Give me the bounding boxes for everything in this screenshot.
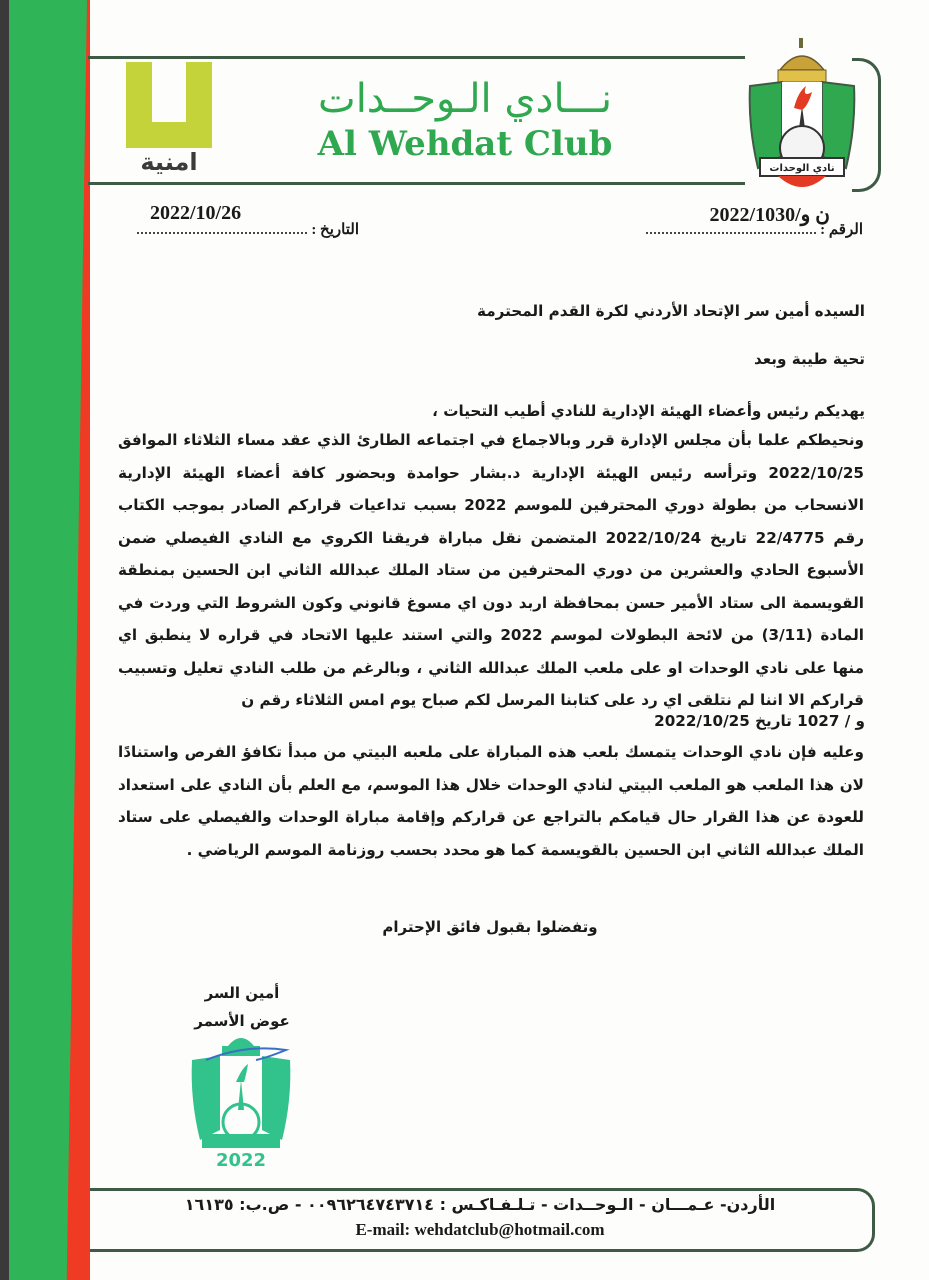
umniah-u-logo-icon bbox=[126, 62, 212, 148]
side-stripe-black bbox=[0, 0, 9, 1280]
greeting: تحية طيبة وبعد bbox=[753, 350, 865, 368]
date-value: 2022/10/26 bbox=[150, 202, 242, 224]
stamp-year: 2022 bbox=[215, 1150, 267, 1171]
reference-label: الرقم : bbox=[820, 222, 863, 238]
reference-dotted-line bbox=[646, 230, 816, 234]
club-name-arabic: نـــادي الـوحــدات bbox=[318, 76, 612, 122]
header-top-rule bbox=[88, 56, 745, 59]
paragraph-demand: وعليه فإن نادي الوحدات يتمسك بلعب هذه المباراة على ملعبه البيتي من مبدأ تكافؤ الفرص واستنادًا لان هذا الملعب هو الملعب البيتي لنادي الوحدات خلال هذا الموسم، مع العلم بأن النادي على استعداد للعودة عن هذا القرار حال قيامكم بالتراجع عن قراركم وإقامة مباراة الوحدات والفيصلي على ستاد الملك عبدالله الثاني ابن الحسين بالقويسمة كما هو محدد بحسب روزنامة الموسم الرياضي . bbox=[118, 743, 864, 859]
signatory-title: أمين السر bbox=[204, 984, 280, 1002]
closing-salutation: وتفضلوا بقبول فائق الإحترام bbox=[382, 918, 598, 936]
sponsor-logo-text: امنية bbox=[140, 148, 198, 176]
svg-text:نادي الوحدات: نادي الوحدات bbox=[769, 163, 835, 174]
signatory-name: عوض الأسمر bbox=[194, 1012, 290, 1030]
club-name-english: Al Wehdat Club bbox=[317, 124, 613, 164]
date-dotted-line bbox=[137, 230, 307, 234]
addressee: السيده أمين سر الإتحاد الأردني لكرة القدم المحترمة bbox=[477, 302, 865, 320]
header-bottom-rule bbox=[88, 182, 745, 185]
footer-email: E-mail: wehdatclub@hotmail.com bbox=[355, 1220, 605, 1239]
intro-line: يهديكم رئيس وأعضاء الهيئة الإدارية للنادي أطيب التحيات ، bbox=[432, 402, 865, 420]
paragraph-withdrawal: ونحيطكم علما بأن مجلس الإدارة قرر وبالاجماع في اجتماعه الطارئ الذي عقد مساء الثلاثاء الموافق 2022/10/25 وترأسه رئيس الهيئة الإدارية د.بشار حوامدة وبحضور كافة أعضاء الهيئة الإدارية الانسحاب من بطولة دوري المحترفين للموسم 2022 بسبب تداعيات قراركم الصادر بموجب الكتاب رقم 22/4775 تاريخ 2022/10/24 المتضمن نقل مباراة فريقنا الكروي مع النادي الفيصلي ضمن الأسبوع الحادي والعشرين من دوري المحترفين من ستاد الملك عبدالله الثاني ابن الحسين بمنطقة القويسمة الى ستاد الأمير حسن بمحافظة اربد دون اي مسوغ قانوني وكون الشروط التي وردت في المادة (3/11) من لائحة البطولات لموسم 2022 والتي استند عليها الاتحاد في قراره لا ينطبق اي منها على نادي الوحدات او على ملعب الملك عبدالله الثاني ، وبالرغم من طلب النادي تعليل وتسبيب قراركم الا اننا لم نتلقى اي رد على كتابنا المرسل لكم صباح يوم امس الثلاثاء رقم ن bbox=[118, 431, 864, 709]
reference-value: ن و/2022/1030 bbox=[709, 204, 830, 226]
footer-address: الأردن- عـمـــان - الـوحــدات - تـلـفـاكـس : ٠٠٩٦٢٦٤٧٤٣٧١٤ - ص.ب: ١٦١٣٥ bbox=[184, 1195, 776, 1214]
paragraph-withdrawal-end: و / 1027 تاريخ 2022/10/25 bbox=[654, 712, 865, 730]
date-label: التاريخ : bbox=[311, 222, 359, 238]
al-wehdat-crest-icon bbox=[742, 36, 862, 196]
